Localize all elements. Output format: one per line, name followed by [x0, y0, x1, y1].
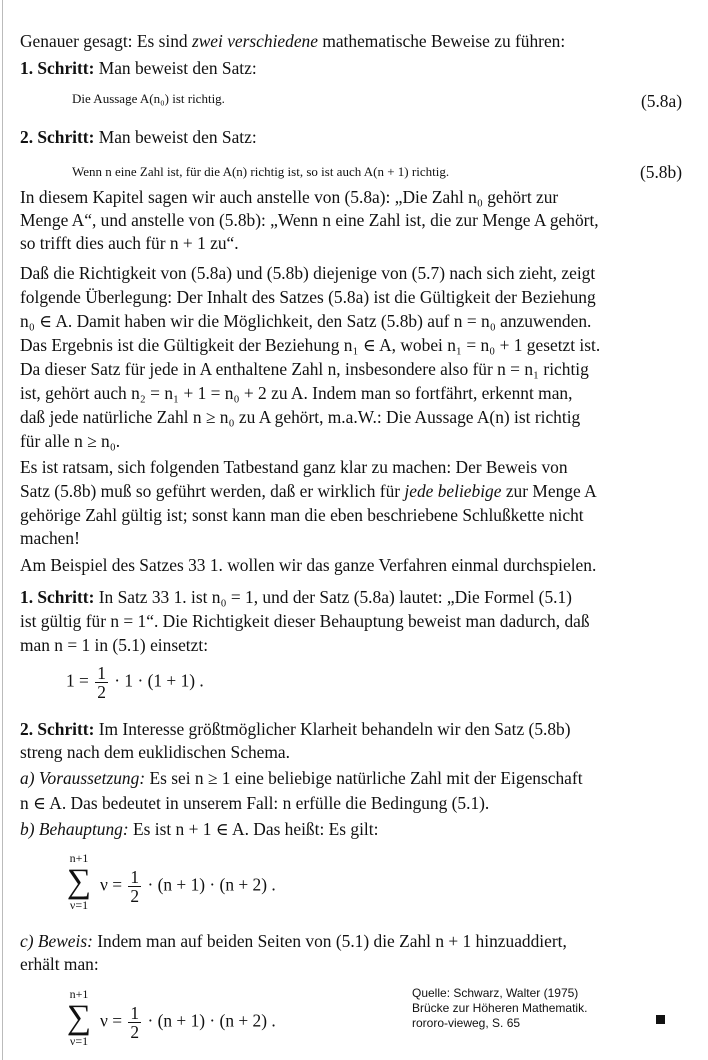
- paragraph-2-line: Daß die Richtigkeit von (5.8a) und (5.8b) diejenige von (5.7) nach sich zieht, zeigt: [20, 263, 596, 283]
- paragraph-2-line: Da dieser Satz für jede in A enthaltene Zahl n, insbesondere also für n = n₁ richtig: [20, 359, 589, 379]
- paragraph-4: Am Beispiel des Satzes 33 1. wollen wir das ganze Verfahren einmal durchspielen.: [20, 555, 597, 575]
- fraction-one-half: $\frac{1}{2}$: [130, 1003, 140, 1042]
- end-square-mark: [656, 1015, 665, 1024]
- example-step1-line: 1. Schritt: In Satz 33 1. ist n₀ = 1, und der Satz (5.8a) lautet: „Die Formel (5.1): [20, 587, 572, 607]
- source-citation: [412, 986, 587, 1031]
- paragraph-3-line: Es ist ratsam, sich folgenden Tatbestand ganz klar zu machen: Der Beweis von: [20, 457, 568, 477]
- equation-number-5-8b: (5.8b): [639, 162, 682, 182]
- step1-heading: 1. Schritt: Man beweist den Satz:: [20, 58, 257, 78]
- paragraph-1-line: In diesem Kapitel sagen wir auch anstelle von (5.8a): „Die Zahl n₀ gehört zur: [20, 187, 559, 207]
- paragraph-2-line: daß jede natürliche Zahl n ≥ n₀ zu A gehört, m.a.W.: Die Aussage A(n) ist richtig: [20, 407, 581, 427]
- source-line: Quelle: Schwarz, Walter (1975): [412, 986, 579, 1000]
- paragraph-2-line: ist, gehört auch n₂ = n₁ + 1 = n₀ + 2 zu A. Indem man so fortfährt, erkennt man,: [20, 383, 573, 403]
- paragraph-2-line: folgende Überlegung: Der Inhalt des Satzes (5.8a) ist die Gültigkeit der Beziehung: [20, 287, 596, 307]
- summation-2: n+1 ∑ ν=1: [66, 987, 92, 1048]
- example-step1-line: ist gültig für n = 1“. Die Richtigkeit dieser Behauptung beweist man dadurch, daß: [20, 611, 590, 631]
- paragraph-3-line: gehörige Zahl gültig ist; sonst kann man die eben beschriebene Schlußkette nicht: [20, 505, 584, 525]
- step2-heading: 2. Schritt: Man beweist den Satz:: [20, 127, 257, 147]
- proof-line: c) Beweis: Indem man auf beiden Seiten von (5.1) die Zahl n + 1 hinzuaddiert,: [20, 931, 567, 951]
- paragraph-2-line: Das Ergebnis ist die Gültigkeit der Beziehung n₁ ∈ A, wobei n₁ = n₀ + 1 gesetzt ist.: [20, 335, 601, 355]
- paragraph-2-line: n₀ ∈ A. Damit haben wir die Möglichkeit, den Satz (5.8b) auf n = n₀ anzuwenden.: [20, 311, 592, 331]
- example-step1-line: man n = 1 in (5.1) einsetzt:: [20, 635, 209, 655]
- paragraph-2-line: für alle n ≥ n₀.: [20, 431, 121, 451]
- proof-line: erhält man:: [20, 954, 99, 974]
- claim-line: b) Behauptung: Es ist n + 1 ∈ A. Das heißt: Es gilt:: [20, 819, 379, 839]
- intro-line: Genauer gesagt: Es sind zwei verschiedene mathematische Beweise zu führen:: [20, 31, 566, 51]
- paragraph-1-line: Menge A“, und anstelle von (5.8b): „Wenn n eine Zahl ist, die zur Menge A gehört,: [20, 210, 599, 230]
- formula-claim: ν = $\frac{1}{2}$ · (n + 1) · (n + 2) .: [100, 867, 276, 906]
- statement-b: Wenn n eine Zahl ist, für die A(n) richtig ist, so ist auch A(n + 1) richtig.: [72, 164, 450, 179]
- summation-1: n+1 ∑ ν=1: [66, 851, 92, 912]
- paragraph-3-line: machen!: [20, 528, 80, 548]
- source-line: rororo-vieweg, S. 65: [412, 1016, 521, 1030]
- paragraph-1-line: so trifft dies auch für n + 1 zu“.: [20, 233, 239, 253]
- paragraph-3-line: Satz (5.8b) muß so geführt werden, daß er wirklich für jede beliebige zur Menge A: [20, 481, 597, 501]
- premise-line: n ∈ A. Das bedeutet in unserem Fall: n erfülle die Bedingung (5.1).: [20, 793, 490, 813]
- source-line: Brücke zur Höheren Mathematik.: [412, 1001, 588, 1015]
- fraction-one-half: $\frac{1}{2}$: [97, 663, 106, 702]
- scan-edge: [2, 0, 3, 1060]
- fraction-one-half: $\frac{1}{2}$: [130, 867, 140, 906]
- formula-n-equals-1: 1 = $\frac{1}{2}$ · 1 · (1 + 1) .: [66, 663, 204, 702]
- equation-number-5-8a: (5.8a): [640, 91, 682, 111]
- formula-proof: ν = $\frac{1}{2}$ · (n + 1) · (n + 2) .: [100, 1003, 276, 1042]
- premise-line: a) Voraussetzung: Es sei n ≥ 1 eine beliebige natürliche Zahl mit der Eigenschaft: [20, 768, 583, 788]
- example-step2-line: streng nach dem euklidischen Schema.: [20, 742, 290, 762]
- example-step2-line: 2. Schritt: Im Interesse größtmöglicher Klarheit behandeln wir den Satz (5.8b): [20, 719, 571, 739]
- statement-a: Die Aussage A(n₀) ist richtig.: [72, 91, 225, 106]
